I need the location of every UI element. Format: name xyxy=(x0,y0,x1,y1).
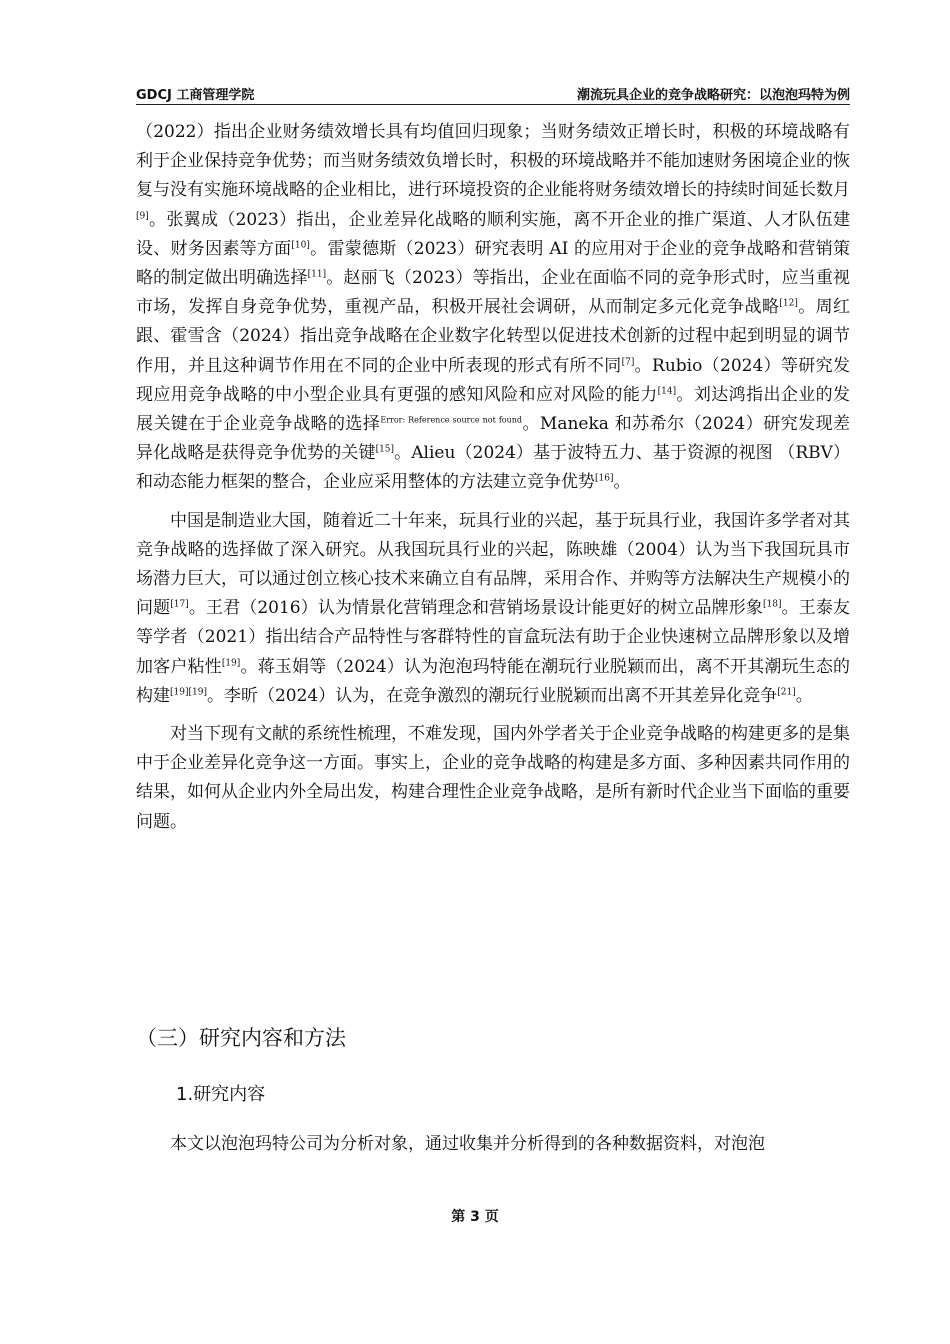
text-span: 。Maneka 和苏希尔（2024）研究发现差异化战略是获得竞争优势的关键 xyxy=(136,414,851,464)
citation: [14] xyxy=(657,386,677,397)
text-span: 。Alieu（2024）基于波特五力、基于资源的视图 （RBV） 和动态能力框架的整合，企业应采用整体的方法建立竞争优势 xyxy=(136,443,850,493)
citation: [10] xyxy=(291,240,310,251)
header-divider xyxy=(136,104,850,105)
text-span: 。 xyxy=(795,685,813,706)
text-span: 。刘达鸿指出企业的发展关键在于企业竞争战略的选择 xyxy=(136,384,851,435)
text-span: 。周红跟、霍雪含（2024）指出竞争战略在企业数字化转型以促进技术创新的过程中起到明显的调节作用，并且这种调节作用在不同的企业中所表现的形式有所不同 xyxy=(136,297,851,376)
text-span: 。蒋玉娟等（2024）认为泡泡玛特能在潮玩行业脱颖而出，离不开其潮玩生态的构建 xyxy=(136,656,851,706)
text-span: 。李昕（2024）认为，在竞争激烈的潮玩行业脱颖而出离不开其差异化竞争 xyxy=(206,685,778,706)
header-paper-title: 潮流玩具企业的竞争战略研究：以泡泡玛特为例 xyxy=(576,88,850,103)
body-text xyxy=(136,118,850,846)
header-institution: GDCJ 工商管理学院 xyxy=(136,88,255,103)
citation: [9] xyxy=(136,210,149,221)
citation: [19] xyxy=(221,658,241,668)
citation: [21] xyxy=(777,687,796,698)
text-span: 中国是制造业大国，随着近二十年来，玩具行业的兴起，基于玩具行业，我国许多学者对其竞争战略的选择做了深入研究。从我国玩具行业的兴起，陈映雄（2004）认为当下我国玩具市场潜力巨大，可以通过创立核心技术来确立自有品牌，采用合作、并购等方法解决生产规模小的问题 xyxy=(136,510,850,619)
paragraph-research-content: 本文以泡泡玛特公司为分析对象，通过收集并分析得到的各种数据资料，对泡泡 xyxy=(170,1134,765,1154)
paragraph-literature-2 xyxy=(136,507,850,711)
subsection-heading: 1.研究内容 xyxy=(176,1084,266,1105)
text-span: 。王泰友等学者（2021）指出结合产品特性与客群特性的盲盒玩法有助于企业快速树立品牌形象以及增加客户粘性 xyxy=(136,598,851,677)
citation: [7] xyxy=(621,356,635,367)
text-span: 。雷蒙德斯（2023）研究表明 AI 的应用对于企业的竞争战略和营销策略的制定做出明确选择 xyxy=(136,238,851,289)
page-header xyxy=(136,84,850,104)
citation: [12] xyxy=(779,298,798,309)
citation: [18] xyxy=(763,599,782,610)
text-span: （2022）指出企业财务绩效增长具有均值回归现象；当财务绩效正增长时，积极的环境战略有利于企业保持竞争优势；而当财务绩效负增长时，积极的环境战略并不能加速财务困境企业的恢复与没有实施环境战略的企业相比，进行环境投资的企业能将财务绩效增长的持续时间延长数月 xyxy=(136,122,850,201)
citation: [16] xyxy=(595,473,614,484)
paragraph-literature-1 xyxy=(136,118,850,498)
text-span: 。张翼成（2023）指出，企业差异化战略的顺利实施，离不开企业的推广渠道、人才队伍建设、财务因素等方面 xyxy=(136,209,850,259)
section-heading: （三）研究内容和方法 xyxy=(136,1026,346,1050)
text-span: 。赵丽飞（2023）等指出，企业在面临不同的竞争形式时，应当重视市场，发挥自身竞争优势，重视产品，积极开展社会调研，从而制定多元化竞争战略 xyxy=(136,268,851,318)
citation: [17] xyxy=(170,599,189,610)
citation: [11] xyxy=(307,269,327,280)
text-span: 。王君（2016）认为情景化营销理念和营销场景设计能更好的树立品牌形象 xyxy=(188,598,764,619)
citation-error: Error: Reference source not found xyxy=(380,415,523,425)
citation: [15] xyxy=(375,444,395,455)
text-span: 。 xyxy=(613,472,631,493)
text-span: 。Rubio（2024）等研究发现应用竞争战略的中小型企业具有更强的感知风险和应对风险的能力 xyxy=(136,355,850,405)
paragraph-summary: 对当下现有文献的系统性梳理，不难发现，国内外学者关于企业竞争战略的构建更多的是集中于企业差异化竞争这一方面。事实上，企业的竞争战略的构建是多方面、多种因素共同作用的结果，如何从企业内外全局出发，构建合理性企业竞争战略，是所有新时代企业当下面临的重要问题。 xyxy=(136,724,850,832)
citation: [19][19] xyxy=(170,687,207,698)
page-number: 第 3 页 xyxy=(451,1209,499,1225)
